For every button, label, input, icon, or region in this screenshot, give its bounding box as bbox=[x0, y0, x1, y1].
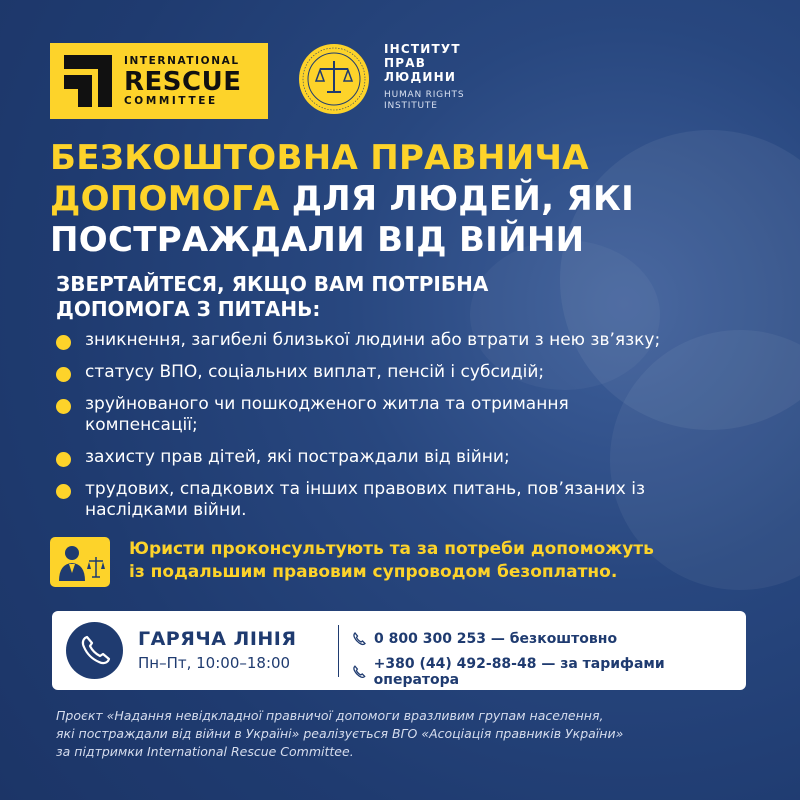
hri-line2: ПРАВ bbox=[384, 55, 427, 70]
hri-line1: ІНСТИТУТ bbox=[384, 42, 461, 56]
lawyer-icon bbox=[50, 537, 110, 587]
hotline-hours: Пн–Пт, 10:00–18:00 bbox=[138, 654, 291, 672]
phone-small-icon bbox=[352, 665, 366, 679]
list-item-text: зруйнованого чи пошкодженого житла та отримання компенсації; bbox=[85, 394, 569, 435]
irc-logo-line1: INTERNATIONAL bbox=[124, 55, 240, 67]
phone-icon bbox=[66, 622, 123, 679]
lawyer-note-line1: Юристи проконсультують та за потреби допоможуть bbox=[129, 539, 654, 559]
hri-line5: INSTITUTE bbox=[384, 100, 438, 111]
irc-logo-line3: COMMITTEE bbox=[124, 94, 218, 107]
list-item bbox=[56, 330, 736, 351]
list-item-text: захисту прав дітей, які постраждали від війни; bbox=[85, 447, 510, 467]
bullet-dot-icon bbox=[56, 399, 71, 414]
footnote-line2: які постраждали від війни в Україні» реалізується ВГО «Асоціація правників України» bbox=[56, 726, 624, 741]
hotline-number-text: 0 800 300 253 — безкоштовно bbox=[374, 631, 618, 647]
bullet-dot-icon bbox=[56, 484, 71, 499]
hotline-panel bbox=[52, 611, 746, 690]
hotline-number-text: +380 (44) 492-88-48 — за тарифами оператора bbox=[373, 656, 665, 688]
lawyer-note-line2: із подальшим правовим супроводом безоплатно. bbox=[129, 562, 618, 582]
footnote-line1: Проєкт «Надання невідкладної правничої допомоги вразливим групам населення, bbox=[56, 708, 604, 723]
headline-line3: ПОСТРАЖДАЛИ ВІД ВІЙНИ bbox=[50, 220, 585, 260]
hotline-number-paid[interactable] bbox=[352, 656, 746, 688]
headline-line1: БЕЗКОШТОВНА ПРАВНИЧА bbox=[50, 138, 589, 178]
irc-arrow-icon bbox=[64, 55, 112, 107]
irc-logo bbox=[50, 43, 268, 119]
bullet-dot-icon bbox=[56, 367, 71, 382]
list-item bbox=[56, 394, 645, 436]
list-item bbox=[56, 447, 736, 468]
subheading-line2: ДОПОМОГА З ПИТАНЬ: bbox=[56, 297, 321, 321]
list-item bbox=[56, 362, 736, 383]
hri-line3: ЛЮДИНИ bbox=[384, 69, 457, 84]
headline bbox=[50, 138, 650, 261]
irc-logo-line2: RESCUE bbox=[124, 66, 242, 97]
hri-line4: HUMAN RIGHTS bbox=[384, 90, 465, 101]
bar-association-seal-icon bbox=[298, 43, 370, 115]
hotline-number-free[interactable] bbox=[352, 631, 617, 647]
headline-highlight: ДОПОМОГА bbox=[50, 179, 280, 219]
list-item-text: трудових, спадкових та інших правових питань, пов’язаних із наслідками війни. bbox=[85, 479, 646, 520]
list-item-text: зникнення, загибелі близької людини або втрати з нею зв’язку; bbox=[85, 330, 661, 350]
bullet-dot-icon bbox=[56, 335, 71, 350]
project-footnote bbox=[56, 707, 746, 761]
subheading bbox=[56, 272, 616, 322]
headline-line2 bbox=[50, 179, 650, 220]
bullet-dot-icon bbox=[56, 452, 71, 467]
lawyer-note bbox=[129, 538, 689, 584]
subheading-line1: ЗВЕРТАЙТЕСЯ, ЯКЩО ВАМ ПОТРІБНА bbox=[56, 272, 489, 296]
hri-logo-text bbox=[384, 43, 464, 111]
phone-small-icon bbox=[352, 632, 366, 646]
footnote-line3: за підтримки International Rescue Committee. bbox=[56, 744, 354, 759]
help-topics-list bbox=[56, 330, 736, 532]
list-item bbox=[56, 479, 695, 521]
headline-line2-rest: ДЛЯ ЛЮДЕЙ, ЯКІ bbox=[279, 179, 635, 219]
divider bbox=[338, 625, 339, 677]
list-item-text: статусу ВПО, соціальних виплат, пенсій і субсидій; bbox=[85, 362, 545, 382]
hotline-title: ГАРЯЧА ЛІНІЯ bbox=[138, 628, 297, 650]
